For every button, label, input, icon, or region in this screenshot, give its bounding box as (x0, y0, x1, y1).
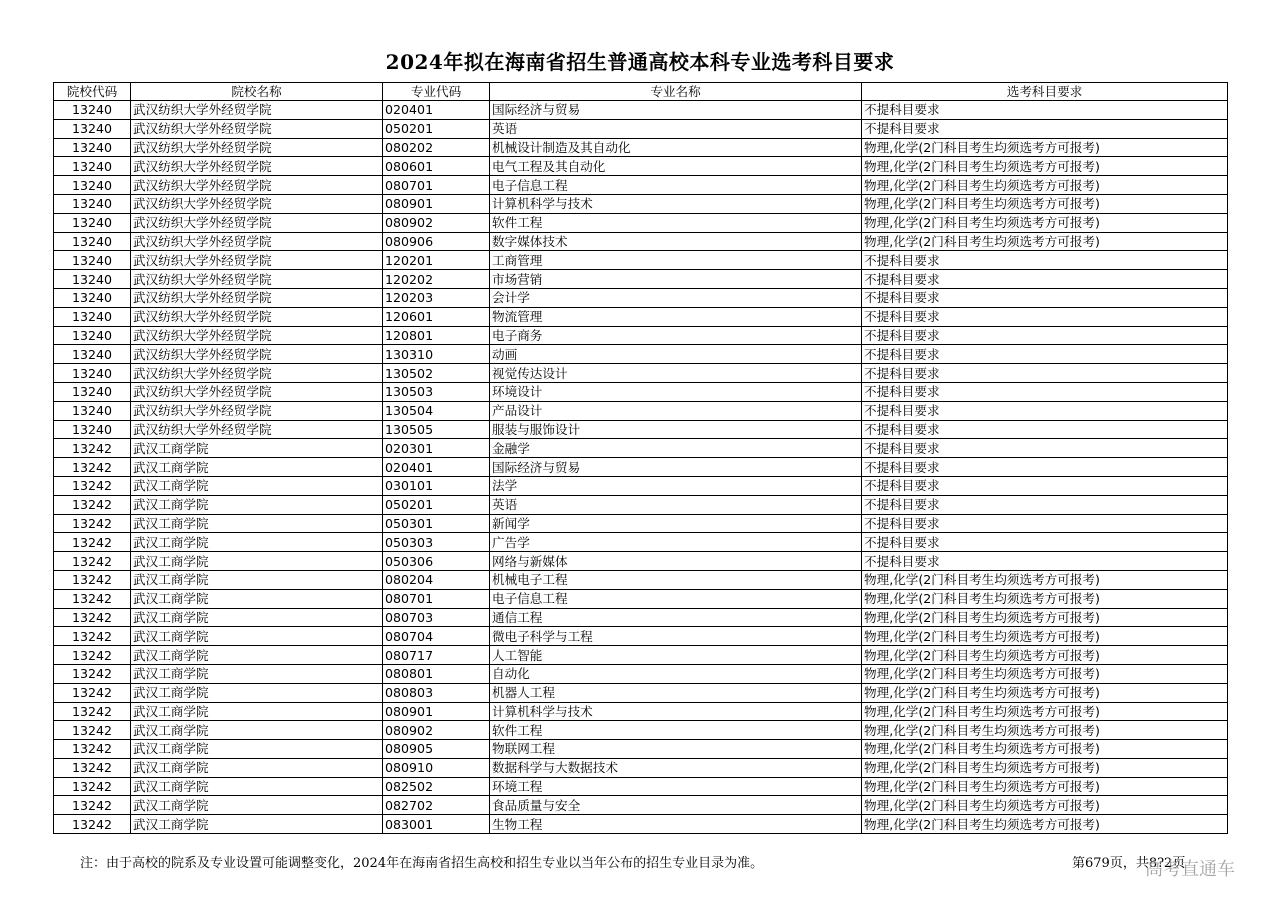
cell-major-name: 视觉传达设计 (490, 364, 862, 383)
table-row (54, 664, 1228, 683)
cell-major-code: 020401 (383, 101, 490, 120)
table-row (54, 232, 1228, 251)
cell-school-name: 武汉工商学院 (131, 758, 383, 777)
cell-major-code: 120203 (383, 288, 490, 307)
cell-major-code: 050303 (383, 533, 490, 552)
cell-school-name: 武汉纺织大学外经贸学院 (131, 232, 383, 251)
header-subject-requirement: 选考科目要求 (862, 83, 1228, 101)
cell-subject-requirement: 物理,化学(2门科目考生均须选考方可报考) (862, 176, 1228, 195)
cell-school-name: 武汉纺织大学外经贸学院 (131, 345, 383, 364)
cell-major-code: 080801 (383, 664, 490, 683)
cell-major-code: 080905 (383, 740, 490, 759)
cell-school-code: 13242 (54, 664, 131, 683)
cell-major-name: 自动化 (490, 664, 862, 683)
cell-school-code: 13242 (54, 702, 131, 721)
cell-major-name: 食品质量与安全 (490, 796, 862, 815)
cell-subject-requirement: 不提科目要求 (862, 270, 1228, 289)
cell-school-name: 武汉纺织大学外经贸学院 (131, 420, 383, 439)
cell-major-name: 新闻学 (490, 514, 862, 533)
cell-subject-requirement: 不提科目要求 (862, 101, 1228, 120)
cell-school-name: 武汉纺织大学外经贸学院 (131, 157, 383, 176)
table-row (54, 213, 1228, 232)
table-row (54, 270, 1228, 289)
cell-school-name: 武汉工商学院 (131, 439, 383, 458)
cell-subject-requirement: 物理,化学(2门科目考生均须选考方可报考) (862, 646, 1228, 665)
cell-subject-requirement: 不提科目要求 (862, 288, 1228, 307)
cell-school-code: 13240 (54, 364, 131, 383)
cell-school-code: 13242 (54, 533, 131, 552)
cell-major-name: 计算机科学与技术 (490, 702, 862, 721)
cell-school-name: 武汉工商学院 (131, 796, 383, 815)
cell-subject-requirement: 不提科目要求 (862, 514, 1228, 533)
cell-major-code: 080901 (383, 194, 490, 213)
cell-school-name: 武汉工商学院 (131, 664, 383, 683)
cell-subject-requirement: 物理,化学(2门科目考生均须选考方可报考) (862, 138, 1228, 157)
table-row (54, 326, 1228, 345)
table-row (54, 721, 1228, 740)
table-row (54, 345, 1228, 364)
cell-school-name: 武汉纺织大学外经贸学院 (131, 176, 383, 195)
cell-major-code: 080803 (383, 683, 490, 702)
cell-school-name: 武汉工商学院 (131, 627, 383, 646)
table-row (54, 382, 1228, 401)
cell-school-name: 武汉工商学院 (131, 740, 383, 759)
cell-school-name: 武汉工商学院 (131, 495, 383, 514)
cell-major-name: 网络与新媒体 (490, 552, 862, 571)
cell-subject-requirement: 物理,化学(2门科目考生均须选考方可报考) (862, 589, 1228, 608)
table-row (54, 364, 1228, 383)
cell-major-name: 物流管理 (490, 307, 862, 326)
cell-school-name: 武汉工商学院 (131, 458, 383, 477)
cell-major-code: 080906 (383, 232, 490, 251)
table-row (54, 157, 1228, 176)
table-row (54, 194, 1228, 213)
cell-major-code: 130502 (383, 364, 490, 383)
header-school-name: 院校名称 (131, 83, 383, 101)
cell-school-code: 13240 (54, 251, 131, 270)
cell-major-code: 080902 (383, 721, 490, 740)
cell-school-name: 武汉工商学院 (131, 702, 383, 721)
cell-subject-requirement: 不提科目要求 (862, 476, 1228, 495)
cell-school-name: 武汉工商学院 (131, 721, 383, 740)
cell-school-code: 13242 (54, 627, 131, 646)
cell-school-code: 13242 (54, 514, 131, 533)
header-major-code: 专业代码 (383, 83, 490, 101)
table-row (54, 439, 1228, 458)
cell-school-code: 13242 (54, 458, 131, 477)
cell-major-name: 市场营销 (490, 270, 862, 289)
cell-subject-requirement: 物理,化学(2门科目考生均须选考方可报考) (862, 232, 1228, 251)
page-number: 第679页，共8?2页 (1072, 856, 1186, 871)
cell-school-code: 13240 (54, 270, 131, 289)
table-row (54, 589, 1228, 608)
cell-major-code: 120202 (383, 270, 490, 289)
table-row (54, 420, 1228, 439)
cell-major-code: 050301 (383, 514, 490, 533)
watermark: 高考直通车 (1145, 859, 1235, 880)
cell-major-name: 广告学 (490, 533, 862, 552)
cell-major-name: 国际经济与贸易 (490, 458, 862, 477)
table-row (54, 138, 1228, 157)
cell-subject-requirement: 物理,化学(2门科目考生均须选考方可报考) (862, 815, 1228, 834)
cell-major-code: 082502 (383, 777, 490, 796)
table-row (54, 815, 1228, 834)
cell-school-name: 武汉工商学院 (131, 570, 383, 589)
cell-school-code: 13242 (54, 815, 131, 834)
cell-major-name: 微电子科学与工程 (490, 627, 862, 646)
requirements-table (53, 82, 1228, 834)
cell-major-code: 080601 (383, 157, 490, 176)
cell-subject-requirement: 不提科目要求 (862, 401, 1228, 420)
cell-school-code: 13242 (54, 495, 131, 514)
cell-school-code: 13240 (54, 232, 131, 251)
cell-school-code: 13240 (54, 101, 131, 120)
cell-school-code: 13242 (54, 758, 131, 777)
cell-school-name: 武汉工商学院 (131, 646, 383, 665)
table-row (54, 533, 1228, 552)
cell-school-code: 13242 (54, 589, 131, 608)
cell-major-code: 080701 (383, 589, 490, 608)
header-major-name: 专业名称 (490, 83, 862, 101)
cell-school-name: 武汉工商学院 (131, 552, 383, 571)
cell-subject-requirement: 物理,化学(2门科目考生均须选考方可报考) (862, 740, 1228, 759)
cell-major-code: 020401 (383, 458, 490, 477)
table-row (54, 495, 1228, 514)
cell-school-code: 13240 (54, 401, 131, 420)
cell-major-name: 机械设计制造及其自动化 (490, 138, 862, 157)
cell-school-name: 武汉纺织大学外经贸学院 (131, 364, 383, 383)
table-row (54, 119, 1228, 138)
cell-subject-requirement: 不提科目要求 (862, 420, 1228, 439)
cell-subject-requirement: 不提科目要求 (862, 345, 1228, 364)
cell-school-code: 13242 (54, 476, 131, 495)
cell-major-name: 动画 (490, 345, 862, 364)
cell-subject-requirement: 物理,化学(2门科目考生均须选考方可报考) (862, 758, 1228, 777)
cell-major-code: 082702 (383, 796, 490, 815)
cell-major-name: 工商管理 (490, 251, 862, 270)
cell-school-code: 13240 (54, 345, 131, 364)
cell-school-code: 13242 (54, 570, 131, 589)
cell-school-name: 武汉纺织大学外经贸学院 (131, 119, 383, 138)
cell-school-code: 13242 (54, 777, 131, 796)
cell-major-code: 080703 (383, 608, 490, 627)
table-row (54, 702, 1228, 721)
cell-subject-requirement: 物理,化学(2门科目考生均须选考方可报考) (862, 721, 1228, 740)
table-row (54, 101, 1228, 120)
cell-subject-requirement: 不提科目要求 (862, 119, 1228, 138)
table-row (54, 401, 1228, 420)
cell-school-code: 13240 (54, 119, 131, 138)
table-row (54, 251, 1228, 270)
header-school-code: 院校代码 (54, 83, 131, 101)
table-row (54, 458, 1228, 477)
cell-major-name: 产品设计 (490, 401, 862, 420)
cell-major-name: 数字媒体技术 (490, 232, 862, 251)
cell-major-code: 050201 (383, 119, 490, 138)
cell-school-code: 13240 (54, 213, 131, 232)
cell-major-code: 130310 (383, 345, 490, 364)
cell-major-name: 软件工程 (490, 721, 862, 740)
cell-subject-requirement: 不提科目要求 (862, 382, 1228, 401)
cell-major-code: 080901 (383, 702, 490, 721)
table-row (54, 552, 1228, 571)
cell-major-name: 机械电子工程 (490, 570, 862, 589)
cell-major-name: 服装与服饰设计 (490, 420, 862, 439)
table-row (54, 777, 1228, 796)
cell-school-name: 武汉纺织大学外经贸学院 (131, 194, 383, 213)
cell-school-name: 武汉纺织大学外经贸学院 (131, 213, 383, 232)
cell-school-code: 13242 (54, 439, 131, 458)
cell-major-code: 083001 (383, 815, 490, 834)
cell-school-name: 武汉纺织大学外经贸学院 (131, 326, 383, 345)
table-row (54, 740, 1228, 759)
cell-subject-requirement: 物理,化学(2门科目考生均须选考方可报考) (862, 702, 1228, 721)
cell-major-name: 生物工程 (490, 815, 862, 834)
cell-school-code: 13240 (54, 138, 131, 157)
table-row (54, 307, 1228, 326)
cell-major-code: 120601 (383, 307, 490, 326)
cell-subject-requirement: 不提科目要求 (862, 533, 1228, 552)
cell-school-name: 武汉工商学院 (131, 533, 383, 552)
cell-major-code: 080717 (383, 646, 490, 665)
cell-major-code: 080902 (383, 213, 490, 232)
cell-subject-requirement: 物理,化学(2门科目考生均须选考方可报考) (862, 796, 1228, 815)
cell-major-name: 环境工程 (490, 777, 862, 796)
cell-major-code: 120801 (383, 326, 490, 345)
cell-school-code: 13242 (54, 646, 131, 665)
table-body (54, 101, 1228, 834)
cell-major-name: 物联网工程 (490, 740, 862, 759)
cell-school-code: 13242 (54, 683, 131, 702)
cell-subject-requirement: 物理,化学(2门科目考生均须选考方可报考) (862, 570, 1228, 589)
cell-school-name: 武汉纺织大学外经贸学院 (131, 288, 383, 307)
cell-school-name: 武汉纺织大学外经贸学院 (131, 307, 383, 326)
table-row (54, 476, 1228, 495)
cell-school-code: 13240 (54, 288, 131, 307)
cell-subject-requirement: 不提科目要求 (862, 364, 1228, 383)
cell-school-code: 13240 (54, 326, 131, 345)
cell-subject-requirement: 物理,化学(2门科目考生均须选考方可报考) (862, 627, 1228, 646)
cell-subject-requirement: 不提科目要求 (862, 307, 1228, 326)
cell-major-name: 人工智能 (490, 646, 862, 665)
table-row (54, 176, 1228, 195)
cell-school-name: 武汉工商学院 (131, 608, 383, 627)
cell-school-code: 13240 (54, 194, 131, 213)
page-title: 2024年拟在海南省招生普通高校本科专业选考科目要求 (385, 50, 895, 74)
table-row (54, 627, 1228, 646)
cell-subject-requirement: 物理,化学(2门科目考生均须选考方可报考) (862, 664, 1228, 683)
cell-major-name: 金融学 (490, 439, 862, 458)
cell-school-name: 武汉纺织大学外经贸学院 (131, 270, 383, 289)
cell-subject-requirement: 不提科目要求 (862, 439, 1228, 458)
cell-subject-requirement: 物理,化学(2门科目考生均须选考方可报考) (862, 777, 1228, 796)
table-row (54, 570, 1228, 589)
cell-major-name: 法学 (490, 476, 862, 495)
cell-subject-requirement: 物理,化学(2门科目考生均须选考方可报考) (862, 157, 1228, 176)
cell-major-name: 电子商务 (490, 326, 862, 345)
cell-major-code: 080910 (383, 758, 490, 777)
cell-major-name: 环境设计 (490, 382, 862, 401)
cell-subject-requirement: 物理,化学(2门科目考生均须选考方可报考) (862, 608, 1228, 627)
cell-school-name: 武汉工商学院 (131, 683, 383, 702)
table-row (54, 758, 1228, 777)
cell-subject-requirement: 物理,化学(2门科目考生均须选考方可报考) (862, 213, 1228, 232)
cell-school-name: 武汉纺织大学外经贸学院 (131, 401, 383, 420)
table-header-row (54, 83, 1228, 101)
cell-subject-requirement: 不提科目要求 (862, 495, 1228, 514)
footnote: 注：由于高校的院系及专业设置可能调整变化，2024年在海南省招生高校和招生专业以当年公布的招生专业目录为准。 (80, 856, 764, 871)
cell-major-name: 英语 (490, 119, 862, 138)
table-row (54, 646, 1228, 665)
cell-subject-requirement: 不提科目要求 (862, 458, 1228, 477)
cell-school-code: 13240 (54, 176, 131, 195)
cell-school-code: 13242 (54, 608, 131, 627)
cell-major-code: 080704 (383, 627, 490, 646)
cell-major-code: 130505 (383, 420, 490, 439)
cell-major-name: 机器人工程 (490, 683, 862, 702)
cell-major-code: 050306 (383, 552, 490, 571)
cell-major-name: 电气工程及其自动化 (490, 157, 862, 176)
cell-school-code: 13242 (54, 552, 131, 571)
table-row (54, 608, 1228, 627)
cell-major-code: 120201 (383, 251, 490, 270)
cell-major-name: 软件工程 (490, 213, 862, 232)
cell-major-code: 080701 (383, 176, 490, 195)
table-row (54, 514, 1228, 533)
cell-school-name: 武汉纺织大学外经贸学院 (131, 138, 383, 157)
cell-major-code: 030101 (383, 476, 490, 495)
cell-major-name: 计算机科学与技术 (490, 194, 862, 213)
cell-subject-requirement: 物理,化学(2门科目考生均须选考方可报考) (862, 683, 1228, 702)
cell-major-code: 130504 (383, 401, 490, 420)
cell-school-name: 武汉工商学院 (131, 777, 383, 796)
cell-school-name: 武汉纺织大学外经贸学院 (131, 382, 383, 401)
cell-major-code: 080204 (383, 570, 490, 589)
cell-school-name: 武汉纺织大学外经贸学院 (131, 251, 383, 270)
cell-school-code: 13242 (54, 740, 131, 759)
cell-major-code: 130503 (383, 382, 490, 401)
cell-school-name: 武汉纺织大学外经贸学院 (131, 101, 383, 120)
table-row (54, 288, 1228, 307)
cell-school-name: 武汉工商学院 (131, 589, 383, 608)
cell-school-name: 武汉工商学院 (131, 815, 383, 834)
table-row (54, 683, 1228, 702)
cell-major-name: 电子信息工程 (490, 176, 862, 195)
cell-major-code: 080202 (383, 138, 490, 157)
cell-major-name: 通信工程 (490, 608, 862, 627)
cell-major-name: 会计学 (490, 288, 862, 307)
cell-school-name: 武汉工商学院 (131, 476, 383, 495)
cell-subject-requirement: 不提科目要求 (862, 326, 1228, 345)
cell-subject-requirement: 不提科目要求 (862, 552, 1228, 571)
cell-school-code: 13240 (54, 382, 131, 401)
cell-major-name: 数据科学与大数据技术 (490, 758, 862, 777)
cell-major-code: 050201 (383, 495, 490, 514)
cell-major-code: 020301 (383, 439, 490, 458)
cell-school-code: 13240 (54, 157, 131, 176)
cell-school-code: 13240 (54, 420, 131, 439)
cell-school-code: 13242 (54, 796, 131, 815)
cell-major-name: 国际经济与贸易 (490, 101, 862, 120)
cell-school-code: 13242 (54, 721, 131, 740)
table-row (54, 796, 1228, 815)
cell-major-name: 英语 (490, 495, 862, 514)
cell-subject-requirement: 不提科目要求 (862, 251, 1228, 270)
cell-school-code: 13240 (54, 307, 131, 326)
cell-subject-requirement: 物理,化学(2门科目考生均须选考方可报考) (862, 194, 1228, 213)
cell-school-name: 武汉工商学院 (131, 514, 383, 533)
cell-major-name: 电子信息工程 (490, 589, 862, 608)
